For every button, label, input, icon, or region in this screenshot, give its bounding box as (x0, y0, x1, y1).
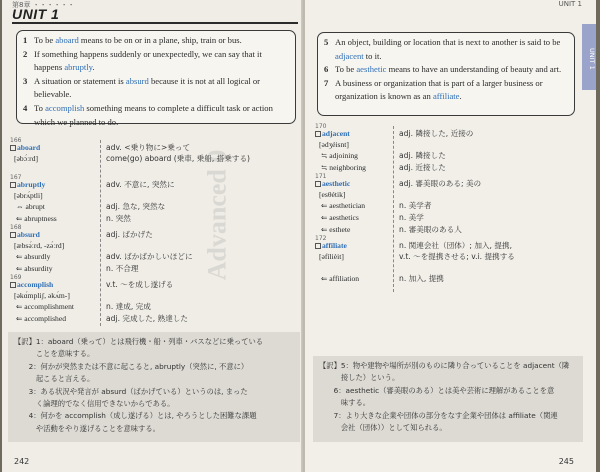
sentence-fragment: To be (335, 64, 357, 75)
sentence-fragment: . (459, 91, 462, 102)
target-word: abruptly (64, 62, 93, 73)
pronunciation: [əkɑ́mpliʃ, əkʌ́m-] (14, 291, 70, 300)
headword-text: accomplish (17, 280, 54, 289)
derived-word: ⇐ esthete (321, 225, 351, 234)
translation-line: 起こると言える。 (14, 374, 95, 384)
entry-number: 170 (315, 123, 327, 130)
checkbox (10, 182, 16, 188)
headword (10, 229, 40, 240)
sentence-number: 7 (324, 77, 329, 88)
derived-meaning: adj. 完成した, 熟達した (106, 314, 188, 323)
unit-title: UNIT 1 (12, 6, 60, 22)
headword (10, 179, 45, 190)
derived-meaning: adv. ばかばかしいほどに (106, 252, 193, 261)
headword-text: aesthetic (322, 179, 351, 188)
meaning: v.t. ～を提携させる; v.i. 提携する (399, 252, 515, 261)
meaning: adv. 不意に, 突然に (106, 180, 175, 189)
translation-line: 接した）という。 (319, 373, 400, 383)
translation-line: 2：何かが突然または不意に起こると, abruptly（突然に, 不意に） (14, 361, 249, 371)
sentence-text (34, 34, 242, 48)
sentence-fragment: If something happens suddenly or unexpectedly, we can say that it happens (34, 48, 262, 73)
derived-meaning: adj. 近接した (399, 163, 446, 172)
derived-word: ≒ adjoining (321, 151, 358, 160)
headword (315, 128, 350, 139)
sentence-text (335, 63, 561, 77)
target-word: adjacent (335, 50, 364, 61)
checkbox (315, 243, 321, 249)
sentence-number: 4 (23, 102, 28, 113)
meaning: adj. ばかげた (106, 230, 153, 239)
sentence-fragment: . (92, 62, 95, 73)
translation-line: 6：aesthetic（審美眼のある）とは美や芸術に理解があることを意 (319, 385, 555, 395)
meaning: adj. 隣接した, 近接の (399, 129, 474, 138)
checkbox (10, 282, 16, 288)
target-word: aboard (55, 35, 79, 45)
sentence-number: 6 (324, 64, 329, 75)
entry-number: 166 (10, 137, 22, 144)
target-word: accomplish (45, 102, 85, 113)
column-divider (100, 140, 101, 326)
sentence-fragment: means to be on or in a plane, ship, train or bus. (78, 35, 242, 45)
checkbox (315, 131, 321, 137)
derived-meaning: n. 美学 (399, 213, 424, 222)
meaning: v.t. ～を成し遂げる (106, 280, 174, 289)
entry-number: 171 (315, 173, 327, 180)
translation-box (313, 356, 583, 442)
derived-word: ⇐ accomplished (16, 314, 67, 323)
checkbox (315, 181, 321, 187)
entry-number: 172 (315, 235, 327, 242)
derived-word: ⇔ abrupt (16, 202, 45, 211)
sentence-fragment: means to have an understanding of beauty and art. (386, 64, 562, 75)
headword-text: absurd (17, 230, 40, 239)
sentence-fragment: An object, building or location that is next to another is said to be (335, 37, 561, 47)
derived-meaning: n. 達成, 完成 (106, 302, 151, 311)
headword (10, 142, 40, 153)
pronunciation: [əfílièit] (319, 252, 344, 261)
sentence-text (34, 48, 289, 75)
headword-text: aboard (17, 143, 41, 152)
derived-word: ≒ neighboring (321, 163, 366, 172)
headword-text: affiliate (322, 241, 347, 250)
pronunciation: [esθétik] (319, 190, 346, 199)
sentence-text (335, 77, 568, 104)
pronunciation: [ədʒéisnt] (319, 140, 349, 149)
derived-meaning: n. 審美眼のある人 (399, 225, 462, 234)
meaning: adv. <乗り物に>乗って (106, 143, 191, 152)
headword-text: adjacent (322, 129, 350, 138)
example-sentence (324, 36, 568, 63)
page-number: 245 (558, 457, 574, 466)
unit-side-tab (582, 24, 596, 90)
derived-meaning: n. 加入, 提携 (399, 274, 444, 283)
derived-word: ⇐ aesthetician (321, 201, 366, 210)
right-header: UNIT 1 (558, 0, 582, 8)
sentence-fragment: to it. (363, 50, 382, 61)
sentence-number: 2 (23, 48, 28, 59)
page-number: 242 (14, 457, 30, 466)
pronunciation: [əbɔ́ːrd] (14, 154, 39, 163)
pronunciation: [əbrʌ́ptli] (14, 191, 43, 200)
target-word: affiliate (432, 91, 460, 102)
translation-line: 3：ある状況や発言が absurd（ばかげている）というのは, まった (14, 386, 248, 396)
translation-line: 会社（団体））として知られる。 (319, 423, 447, 433)
example-sentence (23, 34, 289, 48)
left-page (2, 0, 303, 472)
entry-number: 168 (10, 224, 22, 231)
derived-meaning: adj. 隣接した (399, 151, 446, 160)
translation-box (8, 332, 300, 442)
example-sentences-box (16, 30, 296, 127)
sentence-fragment: A business or organization that is part of a larger business or organization is known as an (335, 77, 543, 102)
translation-line: ことを意味する。 (14, 349, 95, 359)
checkbox (10, 232, 16, 238)
book-spread (2, 0, 596, 472)
right-page (305, 0, 596, 472)
unit-rule (12, 22, 298, 24)
sentence-number: 3 (23, 75, 28, 86)
sentence-text (34, 75, 289, 102)
translation-line: 【訳】5：物や建物や場所が別のものに隣り合っていることを adjacent（隣 (319, 361, 570, 370)
meaning: adj. 審美眼のある; 美の (399, 179, 482, 188)
headword (315, 240, 347, 251)
sentence-fragment: To (34, 102, 46, 113)
side-tab-label: UNIT 1 (588, 48, 596, 70)
headword-text: abruptly (17, 180, 46, 189)
target-word: absurd (125, 75, 149, 86)
headword (10, 279, 53, 290)
entry-number: 167 (10, 174, 22, 181)
example-sentences-box (317, 32, 575, 116)
translation-line: 味する。 (319, 398, 371, 408)
sentence-number: 5 (324, 37, 329, 47)
example-sentence (23, 75, 289, 102)
pronunciation: [æbsə́ːrd, -zə́ːrd] (14, 241, 65, 250)
left-header: 第8章 ・・・・・・ (12, 1, 75, 9)
derived-word: ⇐ absurdity (16, 264, 53, 273)
meaning: n. 関連会社（団体）; 加入, 提携, (399, 241, 512, 250)
watermark: Advanced 0 (202, 149, 232, 281)
sentence-number: 1 (23, 35, 28, 45)
derived-word: ⇐ abruptness (16, 214, 57, 223)
sentence-fragment: To be (34, 35, 56, 45)
derived-word: ⇐ aesthetics (321, 213, 359, 222)
example-sentence (324, 77, 568, 104)
translation-line: く論理的でなく信用できないからである。 (14, 399, 175, 409)
derived-meaning: n. 不合理 (106, 264, 139, 273)
meaning: come(go) aboard (乗車, 乗船, 搭乗する) (106, 154, 251, 163)
sentence-text (34, 102, 289, 129)
sentence-fragment: because it is not at all logical or believable. (34, 75, 261, 100)
sentence-fragment: A situation or statement is (34, 75, 126, 86)
derived-meaning: n. 突然 (106, 214, 131, 223)
translation-line: 7：より大きな企業や団体の部分をなす企業や団体は affiliate（関連 (319, 410, 558, 420)
example-sentence (23, 102, 289, 129)
sentence-fragment: something means to complete a difficult task or action which we planned to do. (34, 102, 273, 127)
entry-number: 169 (10, 274, 22, 281)
vocabulary-list (315, 124, 575, 294)
example-sentence (23, 48, 289, 75)
derived-word: ⇐ absurdly (16, 252, 51, 261)
translation-line: や活動をやり遂げることを意味する。 (14, 423, 160, 433)
derived-word: ⇐ affiliation (321, 274, 360, 283)
vocabulary-list (10, 138, 300, 328)
derived-word: ⇐ accomplishment (16, 302, 75, 311)
translation-line: 4：何かを accomplish（成し遂げる）とは, やろうとした困難な課題 (14, 411, 257, 421)
checkbox (10, 145, 16, 151)
example-sentence (324, 63, 568, 77)
translation-line: 【訳】1：aboard（乗って）とは飛行機・船・列車・バスなどに乗っている (14, 337, 264, 346)
sentence-text (335, 36, 568, 63)
column-divider (393, 126, 394, 292)
headword (315, 178, 350, 189)
derived-meaning: n. 美学者 (399, 201, 432, 210)
target-word: aesthetic (356, 64, 387, 75)
derived-meaning: adj. 急な, 突然な (106, 202, 166, 211)
